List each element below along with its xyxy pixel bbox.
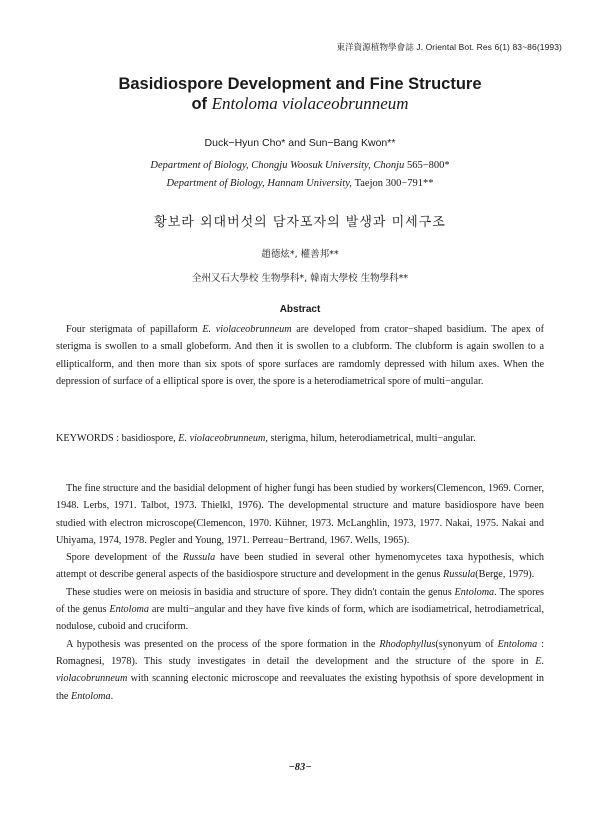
body-p3-genus: Entoloma xyxy=(454,586,495,598)
title-line-1: Basidiospore Development and Fine Structure xyxy=(118,75,482,93)
keywords-label: KEYWORDS : basidiospore, xyxy=(56,433,179,444)
page-number: −83− xyxy=(288,762,312,773)
body-paragraph-3 xyxy=(56,584,544,636)
body-p4-species: E. violacobrunneum xyxy=(56,655,544,685)
body-p2-a: Spore development of the xyxy=(66,552,183,564)
body-p2-b: have been studied in several other hymenomycetes taxa hypothesis, which attempt ot describe general aspects of the basidiospore structure and development in the genus xyxy=(56,552,544,581)
title-line-2 xyxy=(0,94,600,114)
body-p2-genus-2: Russula xyxy=(443,569,476,581)
title-line-2-prefix: of xyxy=(191,95,212,113)
body-p4-genus: Rhodophyllus xyxy=(379,638,436,650)
body-p4-c: : Romagnesi, 1978). This study investigates in detail the development and the structure of the spore in xyxy=(56,638,544,667)
abstract-part-2: are developed from crator−shaped basidium. The apex of sterigma is swollen to a small globeform. And then it is swollen to a clubform. The clubform is again swollen to a ellipticalform, and then more than six spots of spore surfaces are ramdomly depressed with hilum axes. When the depression of surface of a elliptical spore is over, the spore is a heterodiametrical spore of multi−angular. xyxy=(56,324,544,387)
paper-title xyxy=(0,74,600,114)
body-p3-b: . The spores of the genus xyxy=(56,586,544,616)
abstract-text xyxy=(56,321,544,390)
abstract-part-1: Four sterigmata of papillaform xyxy=(66,324,203,335)
korean-title: 황보라 외대버섯의 담자포자의 발생과 미세구조 xyxy=(154,215,446,230)
body-p4-d: with scanning electonic microscope and reevaluates the existing hypothsis of spore development in the xyxy=(56,673,544,702)
keywords-species: E. violaceobrunneum xyxy=(178,433,266,444)
body-paragraph-1: The fine structure and the basidial delopment of higher fungi has been studied by workers(Clemencon, 1969. Corner, 1948. Lerbs, 1971. Talbot, 1973. Thielkl, 1976). The developmental structure and mature basidiospore have been studied with electron microscope(Clemencon, 1970. Kühner, 1973. McLanghlin, 1973, 1977. Nakai, 1975. Nakai and Uhiyama, 1974, 1978. Pegler and Young, 1971. Perreau−Bertrand, 1967. Wells, 1965). xyxy=(56,483,544,546)
abstract-heading: Abstract xyxy=(279,304,321,315)
authors: Duck−Hyun Cho* and Sun−Bang Kwon** xyxy=(204,137,396,149)
body-paragraph-4 xyxy=(56,636,544,705)
korean-authors: 趙德炫*, 權善邦** xyxy=(261,249,339,260)
title-species: Entoloma violaceobrunneum xyxy=(211,94,409,113)
body-p4-a: A hypothesis was presented on the process of the spore formation in the xyxy=(66,638,380,650)
body-p2-genus: Russula xyxy=(182,552,216,564)
abstract-species: E. violaceobrunneum xyxy=(202,324,292,335)
affiliation-1-postal: 565−800* xyxy=(406,160,450,171)
korean-affiliations: 全州又石大學校 生物學科*, 韓南大學校 生物學科** xyxy=(191,273,409,284)
body-paragraph-2 xyxy=(56,549,544,584)
affiliation-2-postal: Taejon 300−791** xyxy=(354,178,434,189)
journal-reference: 東洋資源植物學會誌 J. Oriental Bot. Res 6(1) 83~86(1993) xyxy=(336,42,562,52)
keywords xyxy=(56,431,544,447)
affiliation-1-text: Department of Biology, Chongju Woosuk University, Chonju xyxy=(150,160,405,171)
body-p3-genus-2: Entoloma xyxy=(109,604,150,616)
body-p3-a: These studies were on meiosis in basidia and structure of spore. They didn't contain the genus xyxy=(66,586,455,598)
body-p4-genus-3: Entoloma xyxy=(71,690,111,702)
keywords-rest: , sterigma, hilum, heterodiametrical, multi−angular. xyxy=(265,433,476,444)
body-p4-b: (synonyum of xyxy=(435,638,498,650)
body-p4-e: . xyxy=(110,690,114,702)
body-p2-c: (Berge, 1979). xyxy=(475,569,535,581)
body-text xyxy=(56,480,544,705)
body-p3-c: are multi−angular and they have five kinds of form, which are isodiametrical, hetrodiametrical, nodulose, cuboid and cruciform. xyxy=(56,604,544,633)
affiliation-1 xyxy=(0,160,600,171)
body-p4-genus-2: Entoloma xyxy=(497,638,538,650)
affiliation-2 xyxy=(0,178,600,189)
affiliation-2-text: Department of Biology, Hannam University, xyxy=(166,178,352,189)
